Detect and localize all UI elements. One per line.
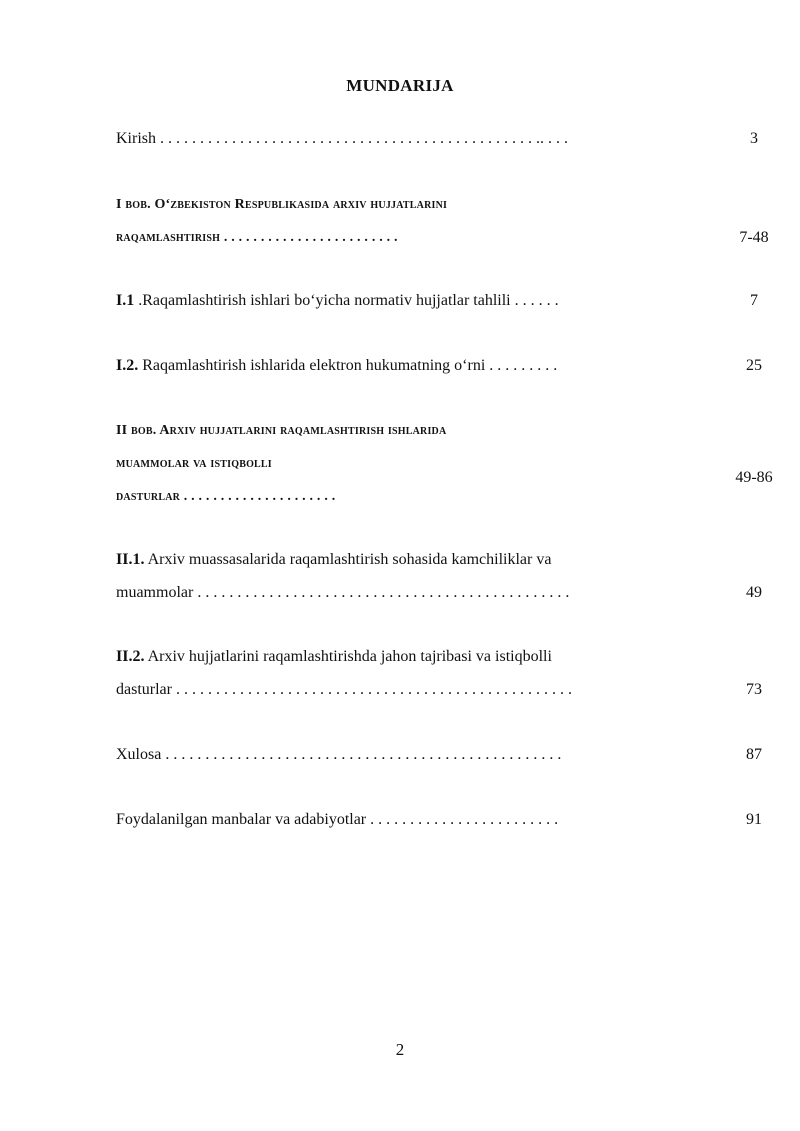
toc-entry-section-2-2[interactable] [116,648,716,704]
toc-entry-chapter-1[interactable] [116,197,716,253]
page-number-footer: 2 [395,1040,405,1059]
toc-entry-heading-line: I bob. O‘zbekiston Respublikasida arxiv hujjatlarini [116,197,448,212]
toc-entry-section-1-2[interactable] [116,357,716,381]
toc-section-number: II.2. [116,648,145,665]
toc-entry-label: Kirish . . . . . . . . . . . . . . . . . . . . . . . . . . . . . . . . . . . . . . . . . . . . . . . .. . . . [116,130,568,147]
toc-entry-heading-line: II bob. Arxiv hujjatlarini raqamlashtirish ishlarida [116,423,447,438]
toc-page-number: 91 [746,811,762,828]
toc-entry-label: Arxiv muassasalarida raqamlashtirish sohasida kamchiliklar va [144,551,552,568]
toc-page-number: 7 [750,292,758,309]
toc-entry-label: dasturlar . . . . . . . . . . . . . . . . . . . . . . . . . . . . . . . . . . . . . . . . . . . . . . . . . . [116,681,572,698]
toc-entry-label: Arxiv hujjatlarini raqamlashtirishda jahon tajribasi va istiqbolli [144,648,552,665]
toc-entry-section-1-1[interactable] [116,292,716,316]
toc-entry-heading-line: muammolar va istiqbolli [116,456,272,471]
toc-entry-references[interactable] [116,811,716,835]
toc-entry-section-2-1[interactable] [116,551,716,607]
toc-entry-label: Foydalanilgan manbalar va adabiyotlar . . . . . . . . . . . . . . . . . . . . . . . . [116,811,559,828]
toc-section-number: II.1. [116,551,145,568]
toc-page-number: 7-48 [739,229,769,246]
toc-page-number: 3 [750,130,758,147]
toc-page-number: 87 [746,746,762,763]
toc-section-number: I.1 [116,292,135,309]
toc-entry-heading-line: raqamlashtirish . . . . . . . . . . . . . . . . . . . . . . . . [116,230,398,245]
toc-entry-xulosa[interactable] [116,746,716,770]
toc-page-number: 25 [746,357,762,374]
toc-entry-label: muammolar . . . . . . . . . . . . . . . . . . . . . . . . . . . . . . . . . . . . . . . . . . . . . . . [116,584,570,601]
toc-entry-label: .Raqamlashtirish ishlari bo‘yicha normativ hujjatlar tahlili . . . . . . [134,292,559,309]
toc-page-number: 73 [746,681,762,698]
toc-page-number: 49-86 [735,469,773,486]
page-title: MUNDARIJA [346,76,454,95]
toc-section-number: I.2. [116,357,139,374]
toc-entry-kirish[interactable] [116,130,716,154]
toc-entry-label: Raqamlashtirish ishlarida elektron hukumatning o‘rni . . . . . . . . . [138,357,558,374]
toc-entry-label: Xulosa . . . . . . . . . . . . . . . . . . . . . . . . . . . . . . . . . . . . . . . . . . . . . . . . . . [116,746,562,763]
toc-page-number: 49 [746,584,762,601]
toc-entry-chapter-2[interactable] [116,423,716,513]
toc-entry-heading-line: dasturlar . . . . . . . . . . . . . . . . . . . . . [116,489,336,504]
